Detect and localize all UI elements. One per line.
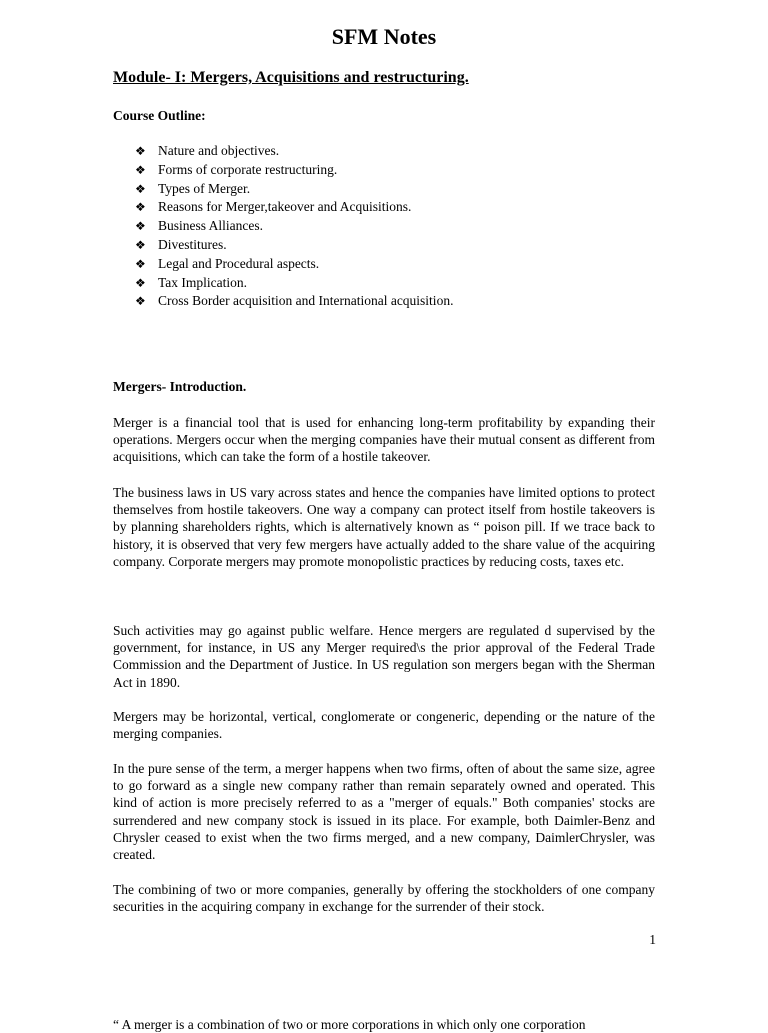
list-item <box>135 180 453 199</box>
diamond-bullet-icon: ❖ <box>135 162 146 177</box>
list-item <box>135 274 453 293</box>
body-paragraph: Such activities may go against public welfare. Hence mergers are regulated d supervised by the government, for instance, in US any Merger required\s the prior approval of the Federal Trade Commission and the Department of Justice. In US regulation son mergers began with the Sherman Act in 1890. <box>113 623 655 690</box>
course-outline-list <box>135 142 453 311</box>
list-item-text: Legal and Procedural aspects. <box>158 255 320 271</box>
list-item-text: Types of Merger. <box>158 180 251 196</box>
diamond-bullet-icon: ❖ <box>135 294 146 309</box>
diamond-bullet-icon: ❖ <box>135 200 146 215</box>
course-outline-heading: Course Outline: <box>113 108 206 123</box>
list-item-text: Forms of corporate restructuring. <box>158 161 338 177</box>
module-heading: Module- I: Mergers, Acquisitions and restructuring. <box>113 69 469 86</box>
list-item-text: Divestitures. <box>158 236 227 252</box>
body-paragraph-continued: “ A merger is a combination of two or more corporations in which only one corporation <box>113 1017 586 1032</box>
list-item-text: Business Alliances. <box>158 218 263 234</box>
diamond-bullet-icon: ❖ <box>135 275 146 290</box>
list-item <box>135 255 453 274</box>
list-item-text: Tax Implication. <box>158 274 248 290</box>
body-paragraph: In the pure sense of the term, a merger happens when two firms, often of about the same size, agree to go forward as a single new company rather than remain separately owned and operated. This kind of action is more precisely referred to as a "merger of equals." Both companies' stocks are surrendered and new company stock is issued in its place. For example, both Daimler-Benz and Chrysler ceased to exist when the two firms merged, and a new company, DaimlerChrysler, was created. <box>113 761 655 863</box>
diamond-bullet-icon: ❖ <box>135 181 146 196</box>
list-item <box>135 217 453 236</box>
diamond-bullet-icon: ❖ <box>135 219 146 234</box>
list-item <box>135 142 453 161</box>
document-title: SFM Notes <box>331 24 437 49</box>
list-item <box>135 292 453 311</box>
diamond-bullet-icon: ❖ <box>135 237 146 252</box>
body-paragraph: The business laws in US vary across states and hence the companies have limited options to protect themselves from hostile takeovers. One way a company can protect itself from hostile takeovers is by planning shareholders rights, which is alternatively known as “ poison pill. If we trace back to history, it is observed that very few mergers have actually added to the share value of the acquiring company. Corporate mergers may promote monopolistic practices by reducing costs, taxes etc. <box>113 485 655 569</box>
diamond-bullet-icon: ❖ <box>135 256 146 271</box>
list-item <box>135 198 453 217</box>
list-item-text: Cross Border acquisition and International acquisition. <box>158 293 454 309</box>
list-item <box>135 161 453 180</box>
list-item-text: Reasons for Merger,takeover and Acquisitions. <box>158 199 412 215</box>
body-paragraph: Mergers may be horizontal, vertical, conglomerate or congeneric, depending or the nature of the merging companies. <box>113 709 655 742</box>
list-item <box>135 236 453 255</box>
body-paragraph: The combining of two or more companies, generally by offering the stockholders of one company securities in the acquiring company in exchange for the surrender of their stock. <box>113 882 655 915</box>
section-heading: Mergers- Introduction. <box>113 379 247 394</box>
body-paragraph: Merger is a financial tool that is used for enhancing long-term profitability by expanding their operations. Mergers occur when the merging companies have their mutual consent as different from acquisitions, which can take the form of a hostile takeover. <box>113 415 655 465</box>
page-number: 1 <box>649 932 656 947</box>
diamond-bullet-icon: ❖ <box>135 144 146 158</box>
list-item-text: Nature and objectives. <box>158 143 280 158</box>
